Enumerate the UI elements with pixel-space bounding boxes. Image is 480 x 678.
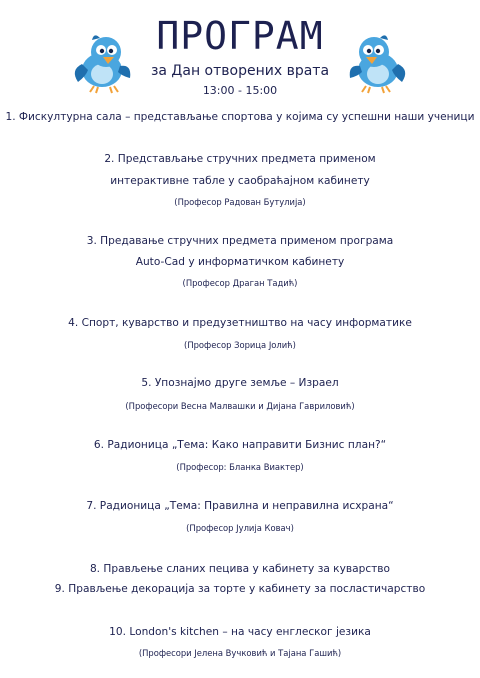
- program-item-6-presenter: (Професор: Бланка Виактер): [176, 462, 304, 472]
- program-item-2-presenter: (Професор Радован Бутулија): [174, 197, 306, 207]
- page-subtitle: за Дан отворених врата: [150, 63, 330, 79]
- page-title: ПРОГРАМ: [156, 14, 324, 58]
- program-item-4-presenter: (Професор Зорица Јолић): [184, 340, 296, 350]
- program-item-5-presenter: (Професори Весна Малвашки и Дијана Гавриловић): [125, 401, 355, 411]
- event-time: 13:00 - 15:00: [202, 84, 278, 97]
- program-item-3-line-1: 3. Предавање стручних предмета применом програма: [86, 235, 394, 247]
- program-item-10-line-1: 10. London's kitchen – на часу енглеског језика: [109, 626, 371, 638]
- program-item-9-line: 9. Прављење декорација за торте у кабинету за посластичарство: [54, 583, 426, 595]
- program-item-6-line-1: 6. Радионица „Тема: Како направити Бизнис план?“: [93, 439, 387, 451]
- program-item-5-line-1: 5. Упознајмо друге земље – Израел: [141, 377, 339, 389]
- program-item-3-line-2: Auto-Cad у информатичком кабинету: [135, 256, 345, 268]
- program-item-7-line-1: 7. Радионица „Тема: Правилна и неправилна исхрана“: [86, 500, 394, 512]
- program-item-10-presenter: (Професори Јелена Вучковић и Тајана Гашић): [138, 648, 342, 658]
- header: [0, 0, 480, 105]
- program-item-4-line-1: 4. Спорт, куварство и предузетништво на часу информатике: [68, 317, 412, 329]
- program-item-2-line-1: 2. Представљање стручних предмета применом: [104, 153, 376, 165]
- program-item-7-presenter: (Професор Јулија Ковач): [186, 523, 294, 533]
- program-item-3-presenter: (Професор Драган Тадић): [182, 278, 298, 288]
- program-item-2-line-2: интерактивне табле у саобраћајном кабинету: [110, 175, 370, 187]
- program-item-1-line-1: 1. Фискултурна сала – представљање спортова у којима су успешни наши ученици: [5, 111, 475, 123]
- program-item-8-line: 8. Прављење сланих пецива у кабинету за куварство: [89, 563, 391, 575]
